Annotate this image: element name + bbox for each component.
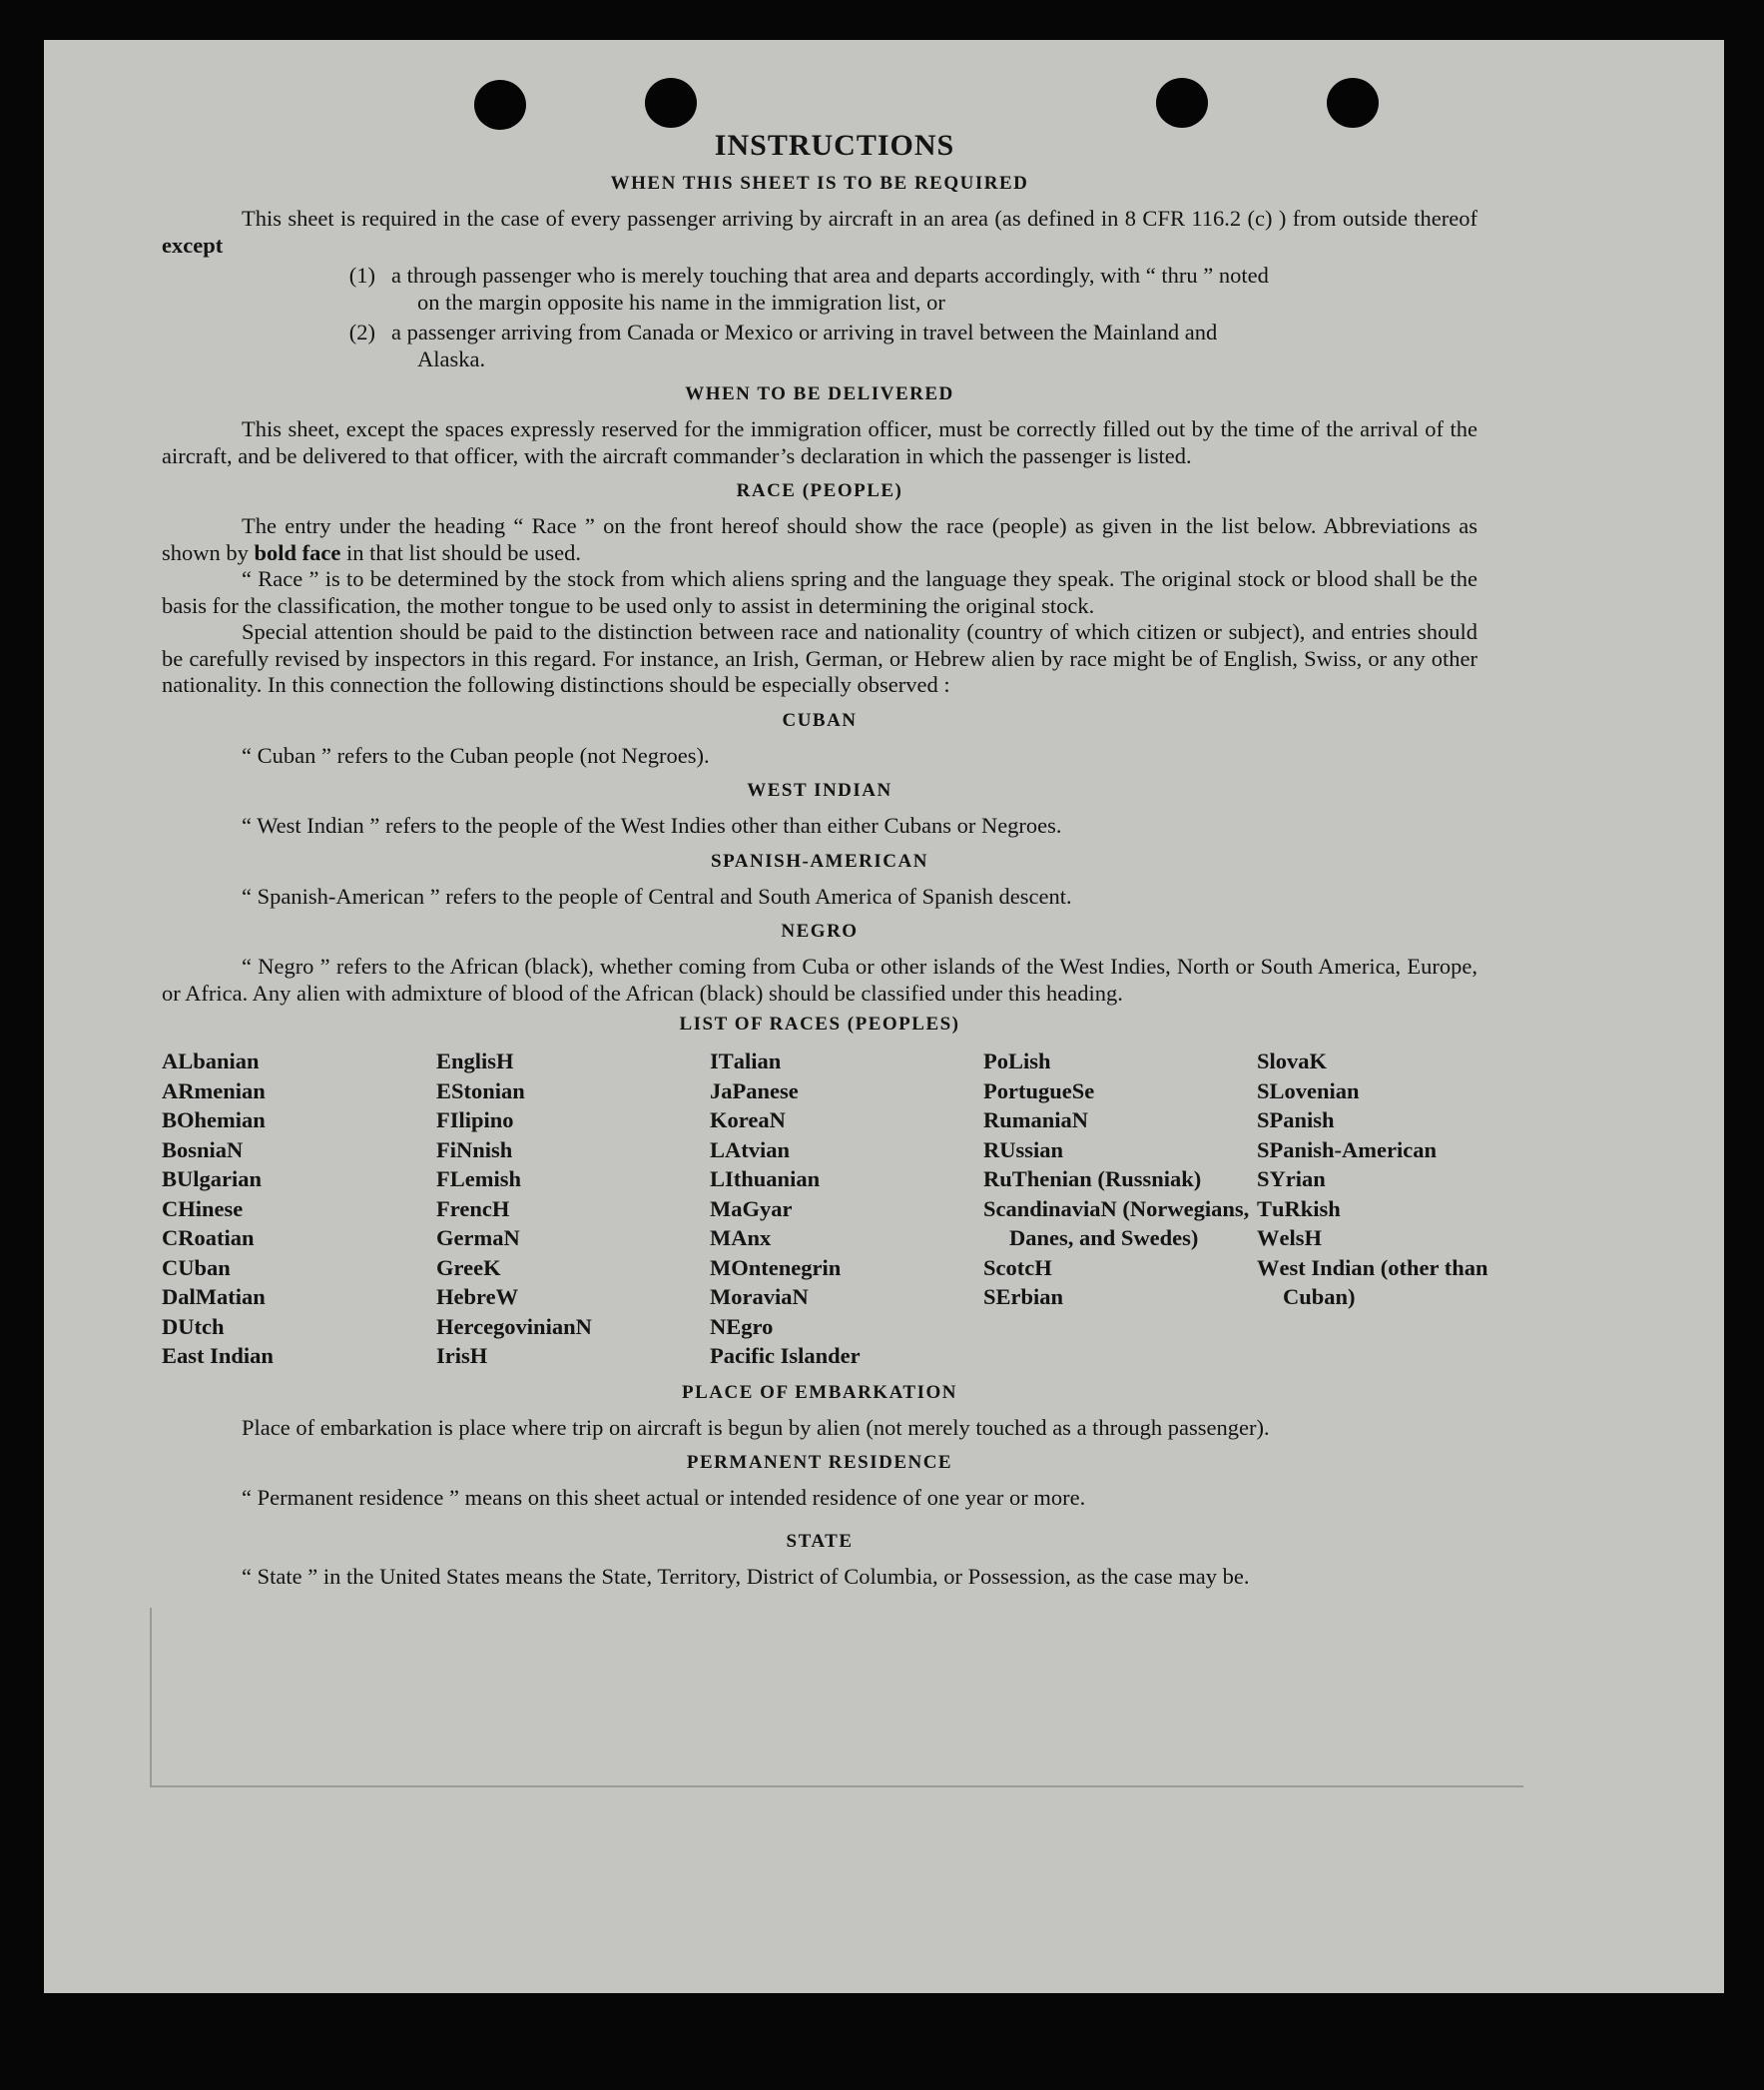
race-entry: East Indian <box>162 1343 274 1368</box>
section-heading-west-indian: WEST INDIAN <box>747 780 892 801</box>
race-entry: ScandinaviaN (Norwegians, Danes, and Swedes) <box>983 1195 1250 1250</box>
exception-number: (1) <box>348 263 375 288</box>
when-required-intro: This sheet is required in the case of every passenger arriving by aircraft in an area (as defined in 8 CFR 116.2 (c) ) from outside thereof except <box>162 206 1477 258</box>
exception-continuation: on the margin opposite his name in the immigration list, or <box>417 289 945 315</box>
race-paragraph-3: Special attention should be paid to the distinction between race and nationality (country of which citizen or subject), and entries should be carefully revised by inspectors in this regard. For instance, an Irish, German, or Hebrew alien by race might be of English, Swiss, or any other nationality. In this connection the following distinctions should be especially observed : <box>162 619 1477 697</box>
cuban-text: “ Cuban ” refers to the Cuban people (not Negroes). <box>242 742 710 768</box>
race-entry: FIlipino <box>436 1107 514 1132</box>
section-heading-when-required: WHEN THIS SHEET IS TO BE REQUIRED <box>610 173 1029 194</box>
race-entry: FLemish <box>436 1166 522 1191</box>
faint-frame-lines <box>150 1608 1523 1787</box>
race-entry: SPanish-American <box>1257 1136 1438 1162</box>
race-entry: TuRkish <box>1257 1195 1341 1221</box>
exception-text: a passenger arriving from Canada or Mexico or arriving in travel between the Mainland and <box>391 320 1218 345</box>
races-column <box>1257 1046 1496 1371</box>
race-entry: BOhemian <box>162 1107 266 1132</box>
race-entry: PortugueSe <box>983 1077 1095 1103</box>
section-heading-when-delivered: WHEN TO BE DELIVERED <box>685 383 954 404</box>
race-entry: ARmenian <box>162 1077 266 1103</box>
race-entry: MAnx <box>710 1225 772 1250</box>
races-list <box>162 1046 1488 1371</box>
race-paragraph-2: “ Race ” is to be determined by the stock from which aliens spring and the language they speak. The original stock or blood shall be the basis for the classification, the mother tongue to be used only to assist in determining the original stock. <box>162 566 1477 618</box>
west-indian-text: “ West Indian ” refers to the people of the West Indies other than either Cubans or Negroes. <box>242 813 1062 838</box>
race-entry: LIthuanian <box>710 1166 821 1191</box>
punch-hole <box>1156 78 1208 128</box>
when-delivered-text: This sheet, except the spaces expressly reserved for the immigration officer, must be correctly filled out by the time of the arrival of the aircraft, and be delivered to that officer, with the aircraft commander’s declaration in which the passenger is listed. <box>162 416 1477 468</box>
race-entry: MOntenegrin <box>710 1254 842 1280</box>
races-column <box>983 1046 1257 1371</box>
race-entry: SlovaK <box>1257 1048 1328 1073</box>
section-heading-list-of-races: LIST OF RACES (PEOPLES) <box>679 1014 960 1035</box>
race-entry: GermaN <box>436 1225 520 1250</box>
race-entry: HercegovinianN <box>436 1313 592 1339</box>
spanish-american-text: “ Spanish-American ” refers to the people of Central and South America of Spanish descent. <box>242 883 1072 909</box>
race-entry: RuThenian (Russniak) <box>983 1166 1202 1191</box>
race-entry: MaGyar <box>710 1195 793 1221</box>
race-paragraph-1: The entry under the heading “ Race ” on the front hereof should show the race (people) as given in the list below. Abbreviations as shown by bold face in that list should be used. <box>162 513 1477 565</box>
race-entry: LAtvian <box>710 1136 791 1162</box>
race-entry: CHinese <box>162 1195 244 1221</box>
race-entry: BUlgarian <box>162 1166 263 1191</box>
race-entry: PoLish <box>983 1048 1051 1073</box>
race-entry: SYrian <box>1257 1166 1326 1191</box>
punch-hole <box>645 78 697 128</box>
section-heading-place-of-embarkation: PLACE OF EMBARKATION <box>682 1381 957 1403</box>
permanent-residence-text: “ Permanent residence ” means on this sheet actual or intended residence of one year or more. <box>242 1485 1086 1510</box>
section-heading-cuban: CUBAN <box>782 709 858 731</box>
page-title: INSTRUCTIONS <box>714 129 955 162</box>
race-entry: ScotcH <box>983 1254 1052 1280</box>
race-entry: MoraviaN <box>710 1284 809 1309</box>
race-entry: RUssian <box>983 1136 1064 1162</box>
race-entry: West Indian (other than Cuban) <box>1257 1254 1488 1309</box>
race-entry: FrencH <box>436 1195 510 1221</box>
punch-hole <box>474 80 526 130</box>
race-entry: JaPanese <box>710 1077 799 1103</box>
race-entry: BosniaN <box>162 1136 244 1162</box>
race-entry: EnglisH <box>436 1048 514 1073</box>
race-entry: CRoatian <box>162 1225 255 1250</box>
race-entry: DUtch <box>162 1313 225 1339</box>
section-heading-negro: NEGRO <box>781 921 859 942</box>
races-column <box>162 1046 436 1371</box>
exception-number: (2) <box>348 320 375 345</box>
race-entry: Pacific Islander <box>710 1343 861 1368</box>
races-column <box>436 1046 710 1371</box>
section-heading-state: STATE <box>786 1530 854 1552</box>
exception-continuation: Alaska. <box>417 346 486 371</box>
race-entry: WelsH <box>1257 1225 1323 1250</box>
punch-hole <box>1327 78 1379 128</box>
race-entry: SLovenian <box>1257 1077 1360 1103</box>
races-column <box>710 1046 983 1371</box>
race-entry: IrisH <box>436 1343 488 1368</box>
negro-text: “ Negro ” refers to the African (black), whether coming from Cuba or other islands of the West Indies, North or South America, Europe, or Africa. Any alien with admixture of blood of the African (black) should be classified under this heading. <box>162 954 1477 1006</box>
race-entry: EStonian <box>436 1077 525 1103</box>
race-entry: ALbanian <box>162 1048 260 1073</box>
race-entry: FiNnish <box>436 1136 513 1162</box>
exception-text: a through passenger who is merely touching that area and departs accordingly, with “ thru ” noted <box>391 263 1269 288</box>
race-entry: NEgro <box>710 1313 774 1339</box>
race-entry: CUban <box>162 1254 231 1280</box>
bold-face-emphasis: bold face <box>254 539 341 565</box>
race-entry: KoreaN <box>710 1107 786 1132</box>
section-heading-permanent-residence: PERMANENT RESIDENCE <box>686 1452 953 1473</box>
section-heading-race: RACE (PEOPLE) <box>736 480 903 501</box>
race-entry: SErbian <box>983 1284 1064 1309</box>
race-entry: ITalian <box>710 1048 782 1073</box>
state-text: “ State ” in the United States means the State, Territory, District of Columbia, or Possession, as the case may be. <box>242 1563 1250 1589</box>
except-emphasis: except <box>162 232 224 258</box>
exception-item-1 <box>162 263 1477 316</box>
race-entry: SPanish <box>1257 1107 1335 1132</box>
section-heading-spanish-american: SPANISH-AMERICAN <box>711 850 928 872</box>
instructions-content <box>162 126 1488 1590</box>
race-entry: HebreW <box>436 1284 519 1309</box>
race-entry: DalMatian <box>162 1284 266 1309</box>
place-of-embarkation-text: Place of embarkation is place where trip on aircraft is begun by alien (not merely touched as a through passenger). <box>242 1414 1270 1440</box>
race-entry: GreeK <box>436 1254 501 1280</box>
race-entry: RumaniaN <box>983 1107 1089 1132</box>
exception-item-2 <box>162 320 1477 372</box>
